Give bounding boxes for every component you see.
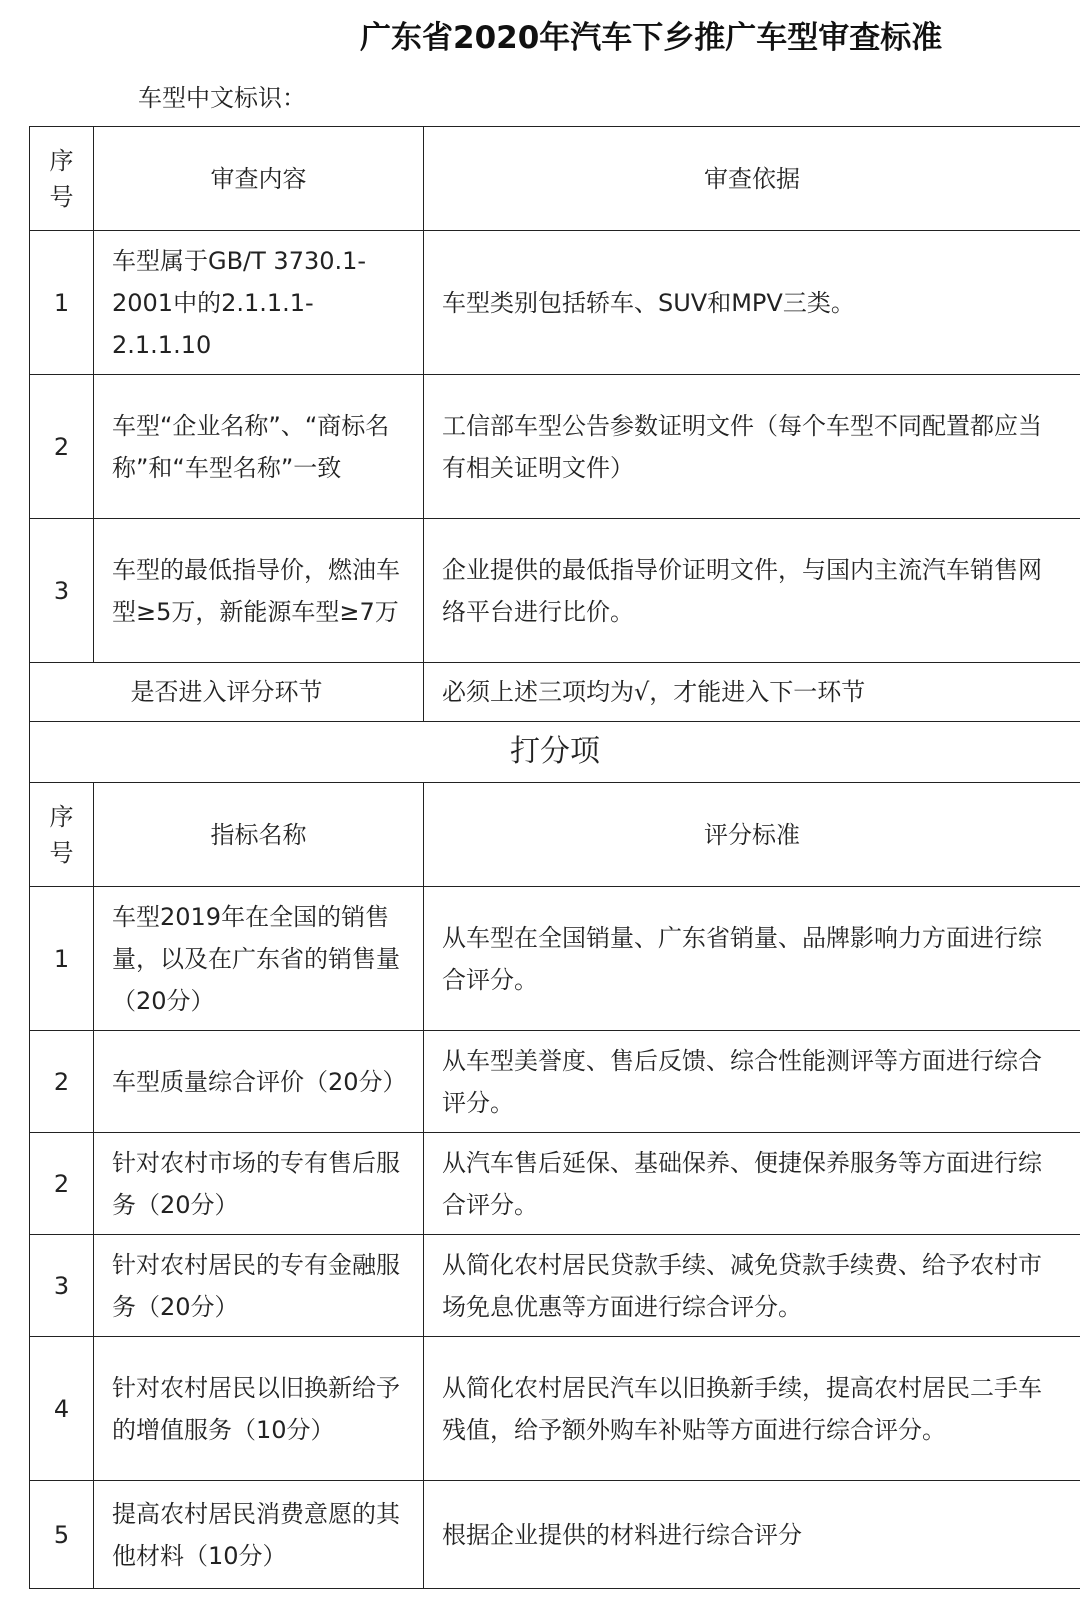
scoring-row-no: 5 (30, 1481, 94, 1589)
scoring-header-no-line1: 序 (49, 802, 74, 831)
review-header-no-line2: 号 (49, 182, 74, 211)
scoring-row-name: 车型质量综合评价（20分） (94, 1031, 424, 1133)
scoring-row-standard: 从简化农村居民贷款手续、减免贷款手续费、给予农村市场免息优惠等方面进行综合评分。 (424, 1235, 1080, 1337)
scoring-row-name: 针对农村居民的专有金融服务（20分） (94, 1235, 424, 1337)
review-row (30, 375, 1080, 519)
review-header-content: 审查内容 (94, 127, 424, 231)
scoring-row (30, 1133, 1080, 1235)
scoring-row-standard: 从车型美誉度、售后反馈、综合性能测评等方面进行综合评分。 (424, 1031, 1080, 1133)
scoring-row (30, 1337, 1080, 1481)
review-header-no (30, 127, 94, 231)
scoring-row-standard: 从汽车售后延保、基础保养、便捷保养服务等方面进行综合评分。 (424, 1133, 1080, 1235)
scoring-row (30, 1031, 1080, 1133)
scoring-row-standard: 从车型在全国销量、广东省销量、品牌影响力方面进行综合评分。 (424, 887, 1080, 1031)
scoring-row (30, 1235, 1080, 1337)
scoring-row-name: 针对农村市场的专有售后服务（20分） (94, 1133, 424, 1235)
review-row-no: 2 (30, 375, 94, 519)
scoring-row-no: 2 (30, 1133, 94, 1235)
scoring-row-name: 车型2019年在全国的销售量，以及在广东省的销售量（20分） (94, 887, 424, 1031)
scoring-section-row (30, 722, 1080, 783)
scoring-row-name: 提高农村居民消费意愿的其他材料（10分） (94, 1481, 424, 1589)
review-row-basis: 企业提供的最低指导价证明文件，与国内主流汽车销售网络平台进行比价。 (424, 519, 1080, 663)
scoring-row-no: 3 (30, 1235, 94, 1337)
scoring-gate-label: 是否进入评分环节 (30, 663, 424, 722)
document-title: 广东省2020年汽车下乡推广车型审查标准 (360, 20, 943, 56)
review-standard-table (29, 126, 1080, 1589)
review-row-content: 车型属于GB/T 3730.1-2001中的2.1.1.1-2.1.1.10 (94, 231, 424, 375)
scoring-section-title: 打分项 (30, 722, 1080, 783)
scoring-row-standard: 根据企业提供的材料进行综合评分 (424, 1481, 1080, 1589)
scoring-header-row (30, 783, 1080, 887)
scoring-row-no: 2 (30, 1031, 94, 1133)
scoring-row-standard: 从简化农村居民汽车以旧换新手续，提高农村居民二手车残值，给予额外购车补贴等方面进行综合评分。 (424, 1337, 1080, 1481)
scoring-header-name: 指标名称 (94, 783, 424, 887)
review-row-content: 车型的最低指导价，燃油车型≥5万，新能源车型≥7万 (94, 519, 424, 663)
review-row-basis: 车型类别包括轿车、SUV和MPV三类。 (424, 231, 1080, 375)
scoring-gate-row (30, 663, 1080, 722)
scoring-header-standard: 评分标准 (424, 783, 1080, 887)
scoring-row (30, 887, 1080, 1031)
scoring-row (30, 1481, 1080, 1589)
review-header-no-line1: 序 (49, 146, 74, 175)
review-header-basis: 审查依据 (424, 127, 1080, 231)
review-row-basis: 工信部车型公告参数证明文件（每个车型不同配置都应当有相关证明文件） (424, 375, 1080, 519)
scoring-header-no (30, 783, 94, 887)
vehicle-chinese-id-label: 车型中文标识： (138, 84, 306, 112)
scoring-row-name: 针对农村居民以旧换新给予的增值服务（10分） (94, 1337, 424, 1481)
scoring-row-no: 1 (30, 887, 94, 1031)
review-row-content: 车型“企业名称”、“商标名称”和“车型名称”一致 (94, 375, 424, 519)
review-row-no: 1 (30, 231, 94, 375)
scoring-header-no-line2: 号 (49, 838, 74, 867)
review-row (30, 231, 1080, 375)
review-row (30, 519, 1080, 663)
review-header-row (30, 127, 1080, 231)
scoring-row-no: 4 (30, 1337, 94, 1481)
review-row-no: 3 (30, 519, 94, 663)
scoring-gate-rule: 必须上述三项均为√，才能进入下一环节 (424, 663, 1080, 722)
